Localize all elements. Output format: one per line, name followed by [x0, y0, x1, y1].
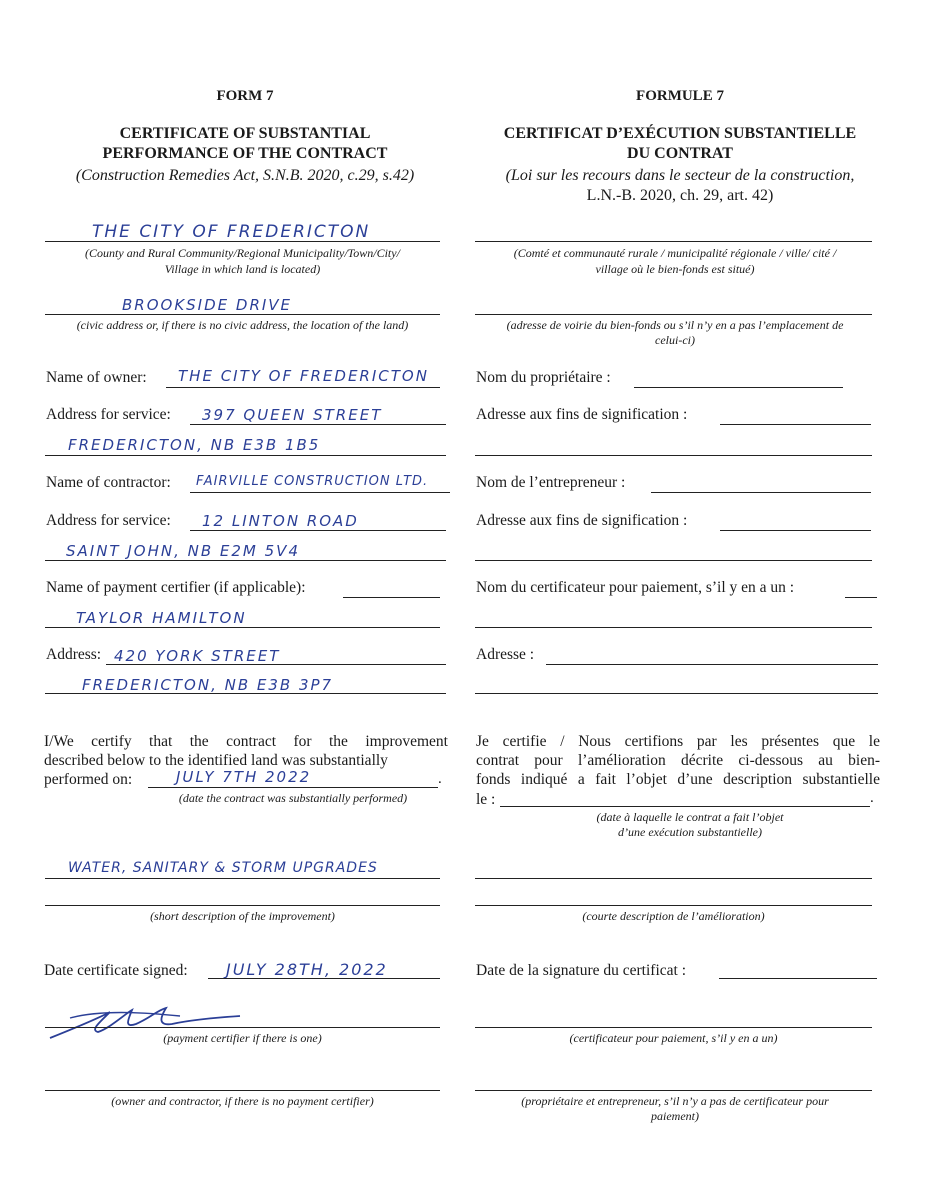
certifier-address-label: Address: — [46, 646, 102, 663]
fr-certify-text-line1: Je certifie / Nous certifions par les présentes que le — [476, 733, 880, 750]
fr-contractor-address-label: Adresse aux fins de signification : — [476, 512, 688, 529]
contractor-address-line-2[interactable] — [45, 560, 446, 561]
fr-municipality-line[interactable] — [475, 241, 872, 242]
certifier-address-line-1[interactable] — [106, 664, 446, 665]
fr-owner-signature-caption-2: paiement) — [651, 1109, 699, 1123]
date-performed-value: JULY 7TH 2022 — [176, 768, 312, 786]
owner-label: Name of owner: — [46, 369, 147, 386]
fr-date-caption-2: d’une exécution substantielle) — [618, 825, 762, 839]
period: . — [438, 771, 442, 787]
contractor-address-2-value: SAINT JOHN, NB E2M 5V4 — [66, 542, 300, 560]
owner-value: THE CITY OF FREDERICTON — [178, 367, 429, 385]
form-number: FORM 7 — [216, 88, 274, 104]
contractor-address-1-value: 12 LINTON ROAD — [202, 512, 359, 530]
certifier-line-2[interactable] — [45, 627, 440, 628]
fr-contractor-address-line-2[interactable] — [475, 560, 872, 561]
municipality-line[interactable] — [45, 241, 440, 242]
fr-owner-line[interactable] — [634, 387, 843, 388]
fr-civic-caption-2: celui-ci) — [655, 333, 695, 347]
municipality-value: THE CITY OF FREDERICTON — [92, 222, 371, 242]
owner-address-line-1[interactable] — [190, 424, 446, 425]
municipality-caption-1: (County and Rural Community/Regional Municipality/Town/City/ — [85, 246, 400, 260]
fr-certify-text-line3: fonds indiqué a fait l’objet d’une description substantielle — [476, 771, 880, 788]
improvement-caption: (short description of the improvement) — [150, 909, 335, 923]
fr-act-citation-2: L.N.-B. 2020, ch. 29, art. 42) — [586, 187, 774, 204]
fr-certifier-signature-line[interactable] — [475, 1027, 872, 1028]
contractor-address-label: Address for service: — [46, 512, 171, 529]
owner-signature-line[interactable] — [45, 1090, 440, 1091]
certifier-label: Name of payment certifier (if applicable): — [46, 579, 306, 596]
fr-date-signed-line[interactable] — [719, 978, 877, 979]
certify-text-line1: I/We certify that the contract for the improvement — [44, 733, 448, 750]
fr-form-number: FORMULE 7 — [636, 88, 724, 104]
fr-certifier-line-1[interactable] — [845, 597, 877, 598]
fr-improvement-line-1[interactable] — [475, 878, 872, 879]
contractor-value: FAIRVILLE CONSTRUCTION LTD. — [196, 474, 429, 489]
fr-certifier-line-2[interactable] — [475, 627, 872, 628]
fr-owner-address-line-2[interactable] — [475, 455, 872, 456]
certify-text-line2: described below to the identified land was substantially — [44, 752, 388, 769]
certifier-signature-line[interactable] — [45, 1027, 440, 1028]
fr-owner-address-label: Adresse aux fins de signification : — [476, 406, 688, 423]
fr-improvement-caption: (courte description de l’amélioration) — [582, 909, 765, 923]
fr-certify-text-line2: contrat pour l’amélioration décrite ci-dessous au bien- — [476, 752, 880, 769]
fr-owner-signature-caption-1: (propriétaire et entrepreneur, s’il n’y a pas de certificateur pour — [521, 1094, 829, 1108]
fr-certifier-address-line-1[interactable] — [546, 664, 878, 665]
fr-municipality-caption-2: village où le bien-fonds est situé) — [595, 262, 755, 276]
improvement-line-2[interactable] — [45, 905, 440, 906]
date-performed-line[interactable] — [148, 787, 438, 788]
certify-text-line3: performed on: — [44, 771, 133, 788]
fr-form-title-line2: DU CONTRAT — [627, 145, 733, 162]
date-signed-line[interactable] — [208, 978, 440, 979]
fr-certifier-address-line-2[interactable] — [475, 693, 878, 694]
certifier-address-2-value: FREDERICTON, NB E3B 3P7 — [82, 676, 334, 694]
date-signed-label: Date certificate signed: — [44, 962, 188, 979]
owner-address-label: Address for service: — [46, 406, 171, 423]
fr-contractor-line[interactable] — [651, 492, 871, 493]
fr-owner-label: Nom du propriétaire : — [476, 369, 611, 386]
certifier-signature-caption: (payment certifier if there is one) — [163, 1031, 322, 1045]
fr-act-citation-1: (Loi sur les recours dans le secteur de la construction, — [505, 167, 855, 184]
certifier-line-1[interactable] — [343, 597, 440, 598]
fr-municipality-caption-1: (Comté et communauté rurale / municipalité régionale / ville/ cité / — [513, 246, 837, 260]
civic-address-value: BROOKSIDE DRIVE — [122, 296, 293, 314]
certifier-address-1-value: 420 YORK STREET — [114, 647, 281, 665]
contractor-label: Name of contractor: — [46, 474, 171, 491]
owner-line[interactable] — [166, 387, 440, 388]
owner-address-1-value: 397 QUEEN STREET — [202, 406, 383, 424]
owner-signature-caption: (owner and contractor, if there is no payment certifier) — [111, 1094, 374, 1108]
fr-certifier-label: Nom du certificateur pour paiement, s’il y en a un : — [476, 579, 795, 596]
improvement-line-1[interactable] — [45, 878, 440, 879]
fr-certifier-signature-caption: (certificateur pour paiement, s’il y en a un) — [569, 1031, 778, 1045]
civic-address-caption: (civic address or, if there is no civic address, the location of the land) — [76, 318, 409, 332]
fr-date-signed-label: Date de la signature du certificat : — [476, 962, 687, 979]
improvement-value: WATER, SANITARY & STORM UPGRADES — [68, 860, 378, 876]
fr-civic-address-line[interactable] — [475, 314, 872, 315]
municipality-caption-2: Village in which land is located) — [164, 262, 321, 276]
owner-address-line-2[interactable] — [45, 455, 446, 456]
fr-certifier-address-label: Adresse : — [476, 646, 535, 663]
date-performed-caption: (date the contract was substantially performed) — [178, 791, 408, 805]
certifier-value: TAYLOR HAMILTON — [76, 609, 247, 627]
fr-improvement-line-2[interactable] — [475, 905, 872, 906]
civic-address-line[interactable] — [45, 314, 440, 315]
fr-period: . — [870, 790, 874, 806]
fr-form-title-line1: CERTIFICAT D’EXÉCUTION SUBSTANTIELLE — [503, 125, 857, 142]
fr-contractor-address-line-1[interactable] — [720, 530, 871, 531]
fr-date-caption-1: (date à laquelle le contrat a fait l’objet — [596, 810, 784, 824]
contractor-line[interactable] — [190, 492, 450, 493]
fr-owner-address-line-1[interactable] — [720, 424, 871, 425]
contractor-address-line-1[interactable] — [190, 530, 446, 531]
fr-owner-signature-line[interactable] — [475, 1090, 872, 1091]
act-citation: (Construction Remedies Act, S.N.B. 2020, c.29, s.42) — [75, 167, 415, 184]
fr-civic-caption-1: (adresse de voirie du bien-fonds ou s’il n’y en a pas l’emplacement de — [506, 318, 844, 332]
fr-certify-text-line4: le : — [476, 791, 496, 808]
fr-contractor-label: Nom de l’entrepreneur : — [476, 474, 626, 491]
fr-date-performed-line[interactable] — [500, 806, 870, 807]
certifier-address-line-2[interactable] — [45, 693, 446, 694]
form-title-line1: CERTIFICATE OF SUBSTANTIAL — [119, 125, 371, 142]
form-title-line2: PERFORMANCE OF THE CONTRACT — [102, 145, 388, 162]
date-signed-value: JULY 28TH, 2022 — [226, 960, 388, 979]
owner-address-2-value: FREDERICTON, NB E3B 1B5 — [68, 436, 321, 454]
